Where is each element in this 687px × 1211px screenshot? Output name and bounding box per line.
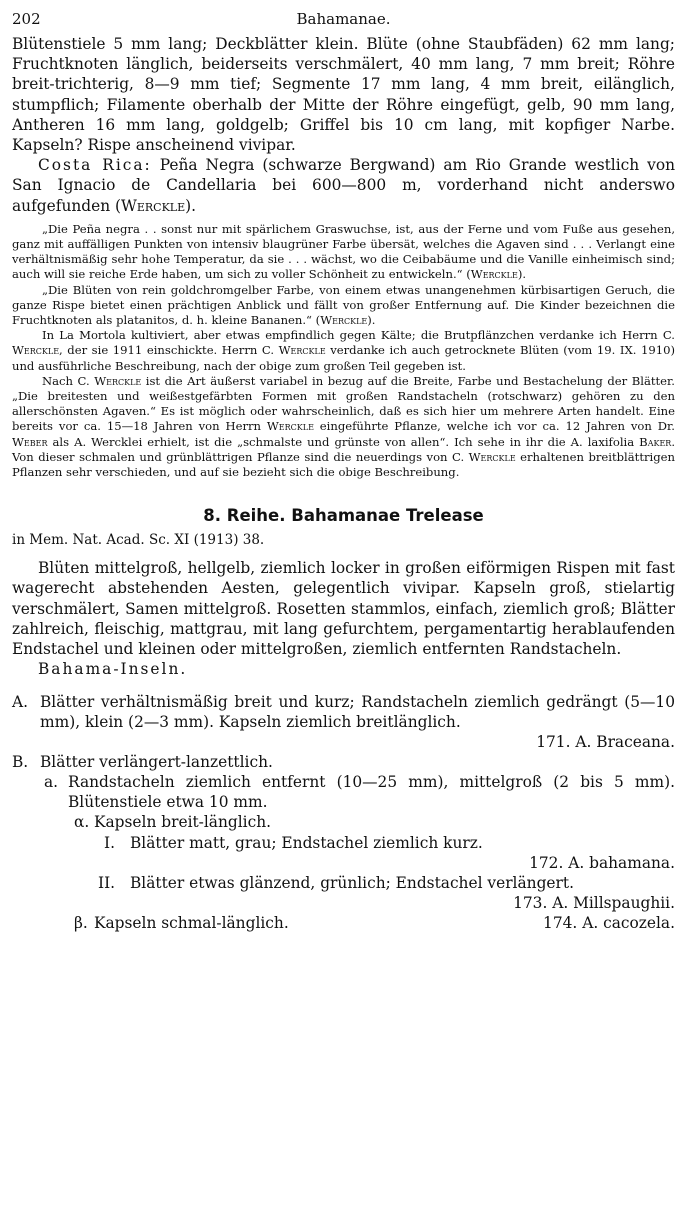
locality-text: Peña Negra (schwarze Bergwand) am Rio Grande westlich von San Ignacio de Candellaria bei 600—800 m, vorderhand nicht anderswo aufgefunden ( [12,156,675,215]
species-174: 174. A. cacozela. [543,914,675,933]
key-text-A: Blätter verhältnismäßig breit und kurz; Randstacheln ziemlich gedrängt (5—10 mm), klein (2—3 mm). Kapseln ziemlich breitlänglich. [40,692,675,731]
key-text-I: Blätter matt, grau; Endstachel ziemlich kurz. [130,833,483,852]
species-description [12,34,675,216]
key-entry-A [12,692,675,752]
species-171: 171. A. Braceana. [536,732,675,751]
key-entry-II [12,873,675,913]
key-label-a: a. [44,772,59,791]
page-number: 202 [12,10,41,28]
key-text-II: Blätter etwas glänzend, grünlich; Endstachel verlängert. [130,873,574,892]
key-entry-I [12,833,675,873]
key-label-beta: β. [74,914,88,933]
key-label-B: B. [12,752,29,771]
key-text-a: Randstacheln ziemlich entfernt (10—25 mm), mittelgroß (2 bis 5 mm). Blütenstiele etwa 10 mm. [68,772,675,812]
key-entry-beta [12,913,675,933]
collector-name: Werckle [121,196,186,215]
series-description: Blüten mittelgroß, hellgelb, ziemlich locker in großen eiförmigen Rispen mit fast wagerecht abstehenden Aesten, gelegentlich vivipar. Kapseln groß, stielartig verschmälert, Samen mittelgroß. Rosetten stammlos, einfach, ziemlich groß; Blätter zahlreich, fleischig, mattgrau, mit lang gefurchtem, pergamentartig herablaufenden Endstachel und kleinen oder mittelgroßen, ziemlich entfernten Randstacheln. [12,559,675,659]
key-label-alpha: α. [74,813,90,832]
note-quote-1: „Die Peña negra . . sonst nur mit spärlichem Graswuchse, ist, aus der Ferne und vom Fuße aus gesehen, ganz mit auffälligen Punkten von intensiv blaugrüner Farbe übersät, welches die Agaven sind . . . Verlangt eine verhältnismäßig sehr hohe Temperatur, da sie . . . wächst, wo die Ceibabäume und die Vanille einheimisch sind; auch will sie reiche Erde haben, um sich zu voller Schönheit zu entwickeln.“ (Werckle). [12,221,675,282]
page-header [12,10,675,34]
description-continued: Blütenstiele 5 mm lang; Deckblätter klein. Blüte (ohne Staubfäden) 62 mm lang; Fruchtknoten länglich, beiderseits verschmälert, 40 mm lang, 7 mm breit; Röhre breit-trichterig, 8—9 mm tief; Segmente 17 mm lang, 4 mm breit, eilänglich, stumpflich; Filamente oberhalb der Mitte der Röhre eingefügt, gelb, 90 mm lang, Antheren 16 mm lang, goldgelb; Griffel bis 10 cm lang, mit kopfiger Narbe. Kapseln? Rispe anscheinend vivipar. [12,35,675,155]
key-label-II: II. [98,873,116,892]
locality-country: Costa Rica: [38,156,152,175]
locality-paragraph: Costa Rica: Peña Negra (schwarze Bergwand) am Rio Grande westlich von San Ignacio de Candellaria bei 600—800 m, vorderhand nicht anderswo aufgefunden (Werckle). [12,156,675,215]
species-172: 172. A. bahamana. [529,853,675,872]
notes-block [12,222,675,480]
document-page [12,10,675,934]
section-heading: 8. Reihe. Bahamanae Trelease [203,506,484,526]
key-text-B: Blätter verlängert-lanzettlich. [40,752,273,771]
note-cultivation: In La Mortola kultiviert, aber etwas empfindlich gegen Kälte; die Brutpflänzchen verdanke ich Herrn C. Werckle, der sie 1911 einschickte. Herrn C. Werckle verdanke ich auch getrocknete Blüten (vom 19. IX. 1910) und ausführliche Beschreibung, nach der obige zum großen Teil gegeben ist. [12,328,676,373]
section-reference: in Mem. Nat. Acad. Sc. XI (1913) 38. [12,532,265,549]
running-title: Bahamanae. [296,10,391,28]
key-text-alpha: Kapseln breit-länglich. [94,813,272,832]
key-entry-B [12,752,675,772]
key-entry-alpha [12,812,675,832]
key-label-A: A. [12,692,29,711]
key-label-I: I. [104,833,115,852]
note-variability: Nach C. Werckle ist die Art äußerst variabel in bezug auf die Breite, Farbe und Bestachelung der Blätter. „Die breitesten und weißestgefärbten Formen mit großen Randstacheln (rotschwarz) gehören zu den allerschönsten Agaven.“ Es ist möglich oder wahrscheinlich, daß es sich hier um mehrere Arten handelt. Eine bereits vor ca. 15—18 Jahren von Herrn Werckle eingeführte Pflanze, welche ich vor ca. 12 Jahren von Dr. Weber als A. Wercklei erhielt, ist die „schmalste und grünste von allen“. Ich sehe in ihr die A. laxifolia Baker. Von dieser schmalen und grünblättrigen Pflanze sind die neuerdings von C. Werckle erhaltenen breitblättrigen Pflanzen sehr verschieden, und auf sie bezieht sich die obige Beschreibung. [12,373,675,480]
identification-key [12,692,675,934]
key-text-beta: Kapseln schmal-länglich. [94,914,289,933]
series-distribution: Bahama-Inseln. [38,660,188,679]
key-entry-a [12,772,675,812]
section-description [12,558,675,679]
species-173: 173. A. Millspaughii. [513,894,675,913]
note-quote-2: „Die Blüten von rein goldchromgelber Farbe, von einem etwas unangenehmen kürbisartigen Geruch, die ganze Rispe bietet einen prächtigen Anblick und fällt von großer Entfernung auf. Die Kinder bezeichnen die Fruchtknoten als platanitos, d. h. kleine Bananen.“ (Werckle). [12,282,675,328]
